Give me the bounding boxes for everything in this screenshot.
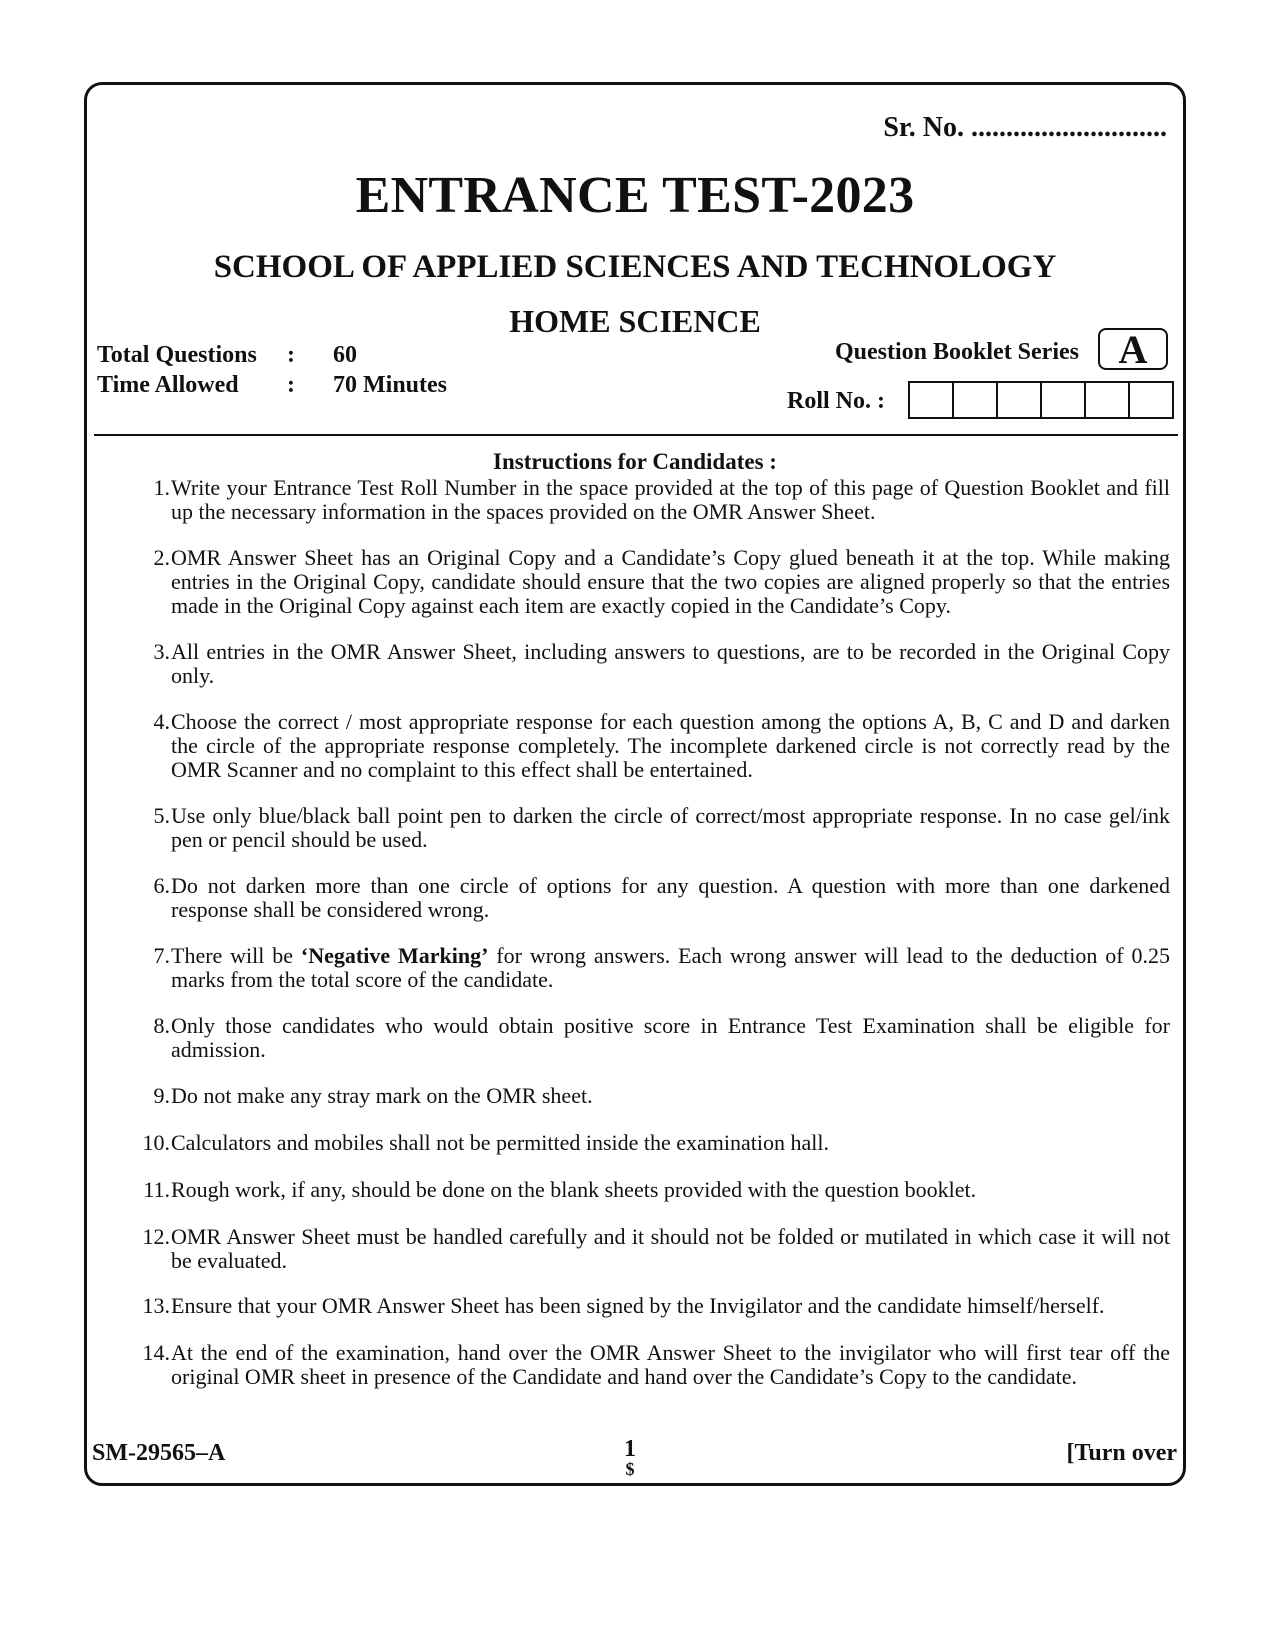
- roll-number-label: Roll No. :: [787, 388, 885, 414]
- instruction-text: Ensure that your OMR Answer Sheet has been signed by the Invigilator and the candidate himself/herself.: [171, 1293, 1105, 1318]
- instruction-item: [130, 1341, 1170, 1389]
- instruction-item: [130, 710, 1170, 782]
- instruction-item: [130, 476, 1170, 524]
- instruction-text: [171, 944, 1170, 992]
- total-questions-value: 60: [333, 342, 357, 368]
- instructions-heading: Instructions for Candidates :: [493, 449, 777, 474]
- page-border: [84, 82, 1186, 1486]
- divider: [94, 434, 1178, 436]
- instruction-number: 12.: [142, 1224, 170, 1249]
- booklet-code: SM-29565–A: [92, 1440, 226, 1466]
- instruction-item: [130, 1014, 1170, 1062]
- instruction-number: 3.: [153, 639, 170, 664]
- instruction-text: Only those candidates who would obtain positive score in Entrance Test Examination shall be eligible for admission.: [171, 1013, 1170, 1062]
- instruction-item: [130, 804, 1170, 852]
- booklet-series-box: A: [1098, 328, 1168, 370]
- instruction-item: [130, 640, 1170, 688]
- instruction-item: [130, 874, 1170, 922]
- instruction-text: Write your Entrance Test Roll Number in the space provided at the top of this page of Question Booklet and fill up the necessary information in the spaces provided on the OMR Answer Sheet.: [171, 475, 1170, 524]
- instruction-text: Choose the correct / most appropriate response for each question among the options A, B, C and D and darken the circle of the appropriate response completely. The incomplete darkened circle is not correctly read by the OMR Scanner and no complaint to this effect shall be entertained.: [171, 709, 1170, 782]
- instruction-number: 7.: [153, 943, 170, 968]
- roll-digit-box[interactable]: [1130, 383, 1172, 417]
- roll-digit-box[interactable]: [910, 383, 954, 417]
- instruction-text: All entries in the OMR Answer Sheet, including answers to questions, are to be recorded in the Original Copy only.: [171, 639, 1170, 688]
- instruction-text: Rough work, if any, should be done on the blank sheets provided with the question booklet.: [171, 1177, 977, 1202]
- instruction-text: At the end of the examination, hand over the OMR Answer Sheet to the invigilator who will first tear off the original OMR sheet in presence of the Candidate and hand over the Candidate’s Copy to the candidate.: [171, 1340, 1170, 1389]
- instruction-item: [130, 1084, 1170, 1108]
- total-questions-label: Total Questions: [97, 342, 257, 368]
- subject-name: HOME SCIENCE: [509, 303, 761, 339]
- page-number-value: 1: [624, 1436, 636, 1462]
- turn-over-label: [Turn over: [1066, 1440, 1177, 1466]
- instruction-text: OMR Answer Sheet must be handled carefully and it should not be folded or mutilated in which case it will not be evaluated.: [171, 1224, 1170, 1273]
- roll-digit-box[interactable]: [998, 383, 1042, 417]
- instruction-item: [130, 1225, 1170, 1273]
- separator: :: [287, 342, 295, 368]
- instruction-text-before: There will be: [171, 943, 301, 968]
- instruction-number: 6.: [153, 873, 170, 898]
- instruction-number: 8.: [153, 1013, 170, 1038]
- roll-number-boxes[interactable]: [908, 381, 1174, 419]
- instruction-text: Calculators and mobiles shall not be permitted inside the examination hall.: [171, 1130, 830, 1155]
- instruction-item: [130, 944, 1170, 992]
- roll-digit-box[interactable]: [1042, 383, 1086, 417]
- instruction-item: [130, 546, 1170, 618]
- instruction-text: Use only blue/black ball point pen to darken the circle of correct/most appropriate response. In no case gel/ink pen or pencil should be used.: [171, 803, 1170, 852]
- instruction-number: 10.: [142, 1130, 170, 1155]
- page-number: [600, 1438, 660, 1478]
- instruction-text: OMR Answer Sheet has an Original Copy and a Candidate’s Copy glued beneath it at the top. While making entries in the Original Copy, candidate should ensure that the two copies are aligned properly so that the entries made in the Original Copy against each item are exactly copied in the Candidate’s Copy.: [171, 545, 1170, 618]
- instruction-number: 4.: [153, 709, 170, 734]
- school-name: SCHOOL OF APPLIED SCIENCES AND TECHNOLOGY: [213, 249, 1057, 285]
- instruction-text: Do not darken more than one circle of options for any question. A question with more than one darkened response shall be considered wrong.: [171, 873, 1170, 922]
- page-title: ENTRANCE TEST-2023: [355, 167, 915, 224]
- instruction-number: 11.: [143, 1177, 170, 1202]
- negative-marking-emphasis: ‘Negative Marking’: [300, 943, 489, 968]
- instruction-item: [130, 1178, 1170, 1202]
- instruction-number: 1.: [153, 475, 170, 500]
- instruction-text-after: for wrong answers. Each wrong answer will lead to the deduction of 0.25 marks from the total score of the candidate.: [171, 943, 1170, 992]
- time-allowed-value: 70 Minutes: [333, 372, 447, 398]
- separator: :: [287, 372, 295, 398]
- time-allowed-row: [97, 372, 447, 399]
- instruction-text: Do not make any stray mark on the OMR sheet.: [171, 1083, 593, 1108]
- serial-number: Sr. No. ............................: [883, 112, 1167, 143]
- page-symbol: $: [625, 1459, 635, 1479]
- instruction-number: 14.: [142, 1340, 170, 1365]
- time-allowed-label: Time Allowed: [97, 372, 239, 398]
- roll-digit-box[interactable]: [954, 383, 998, 417]
- instruction-item: [130, 1294, 1170, 1318]
- instruction-number: 9.: [153, 1083, 170, 1108]
- instruction-number: 2.: [153, 545, 170, 570]
- booklet-series-label: Question Booklet Series: [835, 339, 1079, 365]
- instruction-number: 13.: [142, 1293, 170, 1318]
- instruction-number: 5.: [153, 803, 170, 828]
- roll-digit-box[interactable]: [1086, 383, 1130, 417]
- instruction-item: [130, 1131, 1170, 1155]
- total-questions-row: [97, 342, 357, 369]
